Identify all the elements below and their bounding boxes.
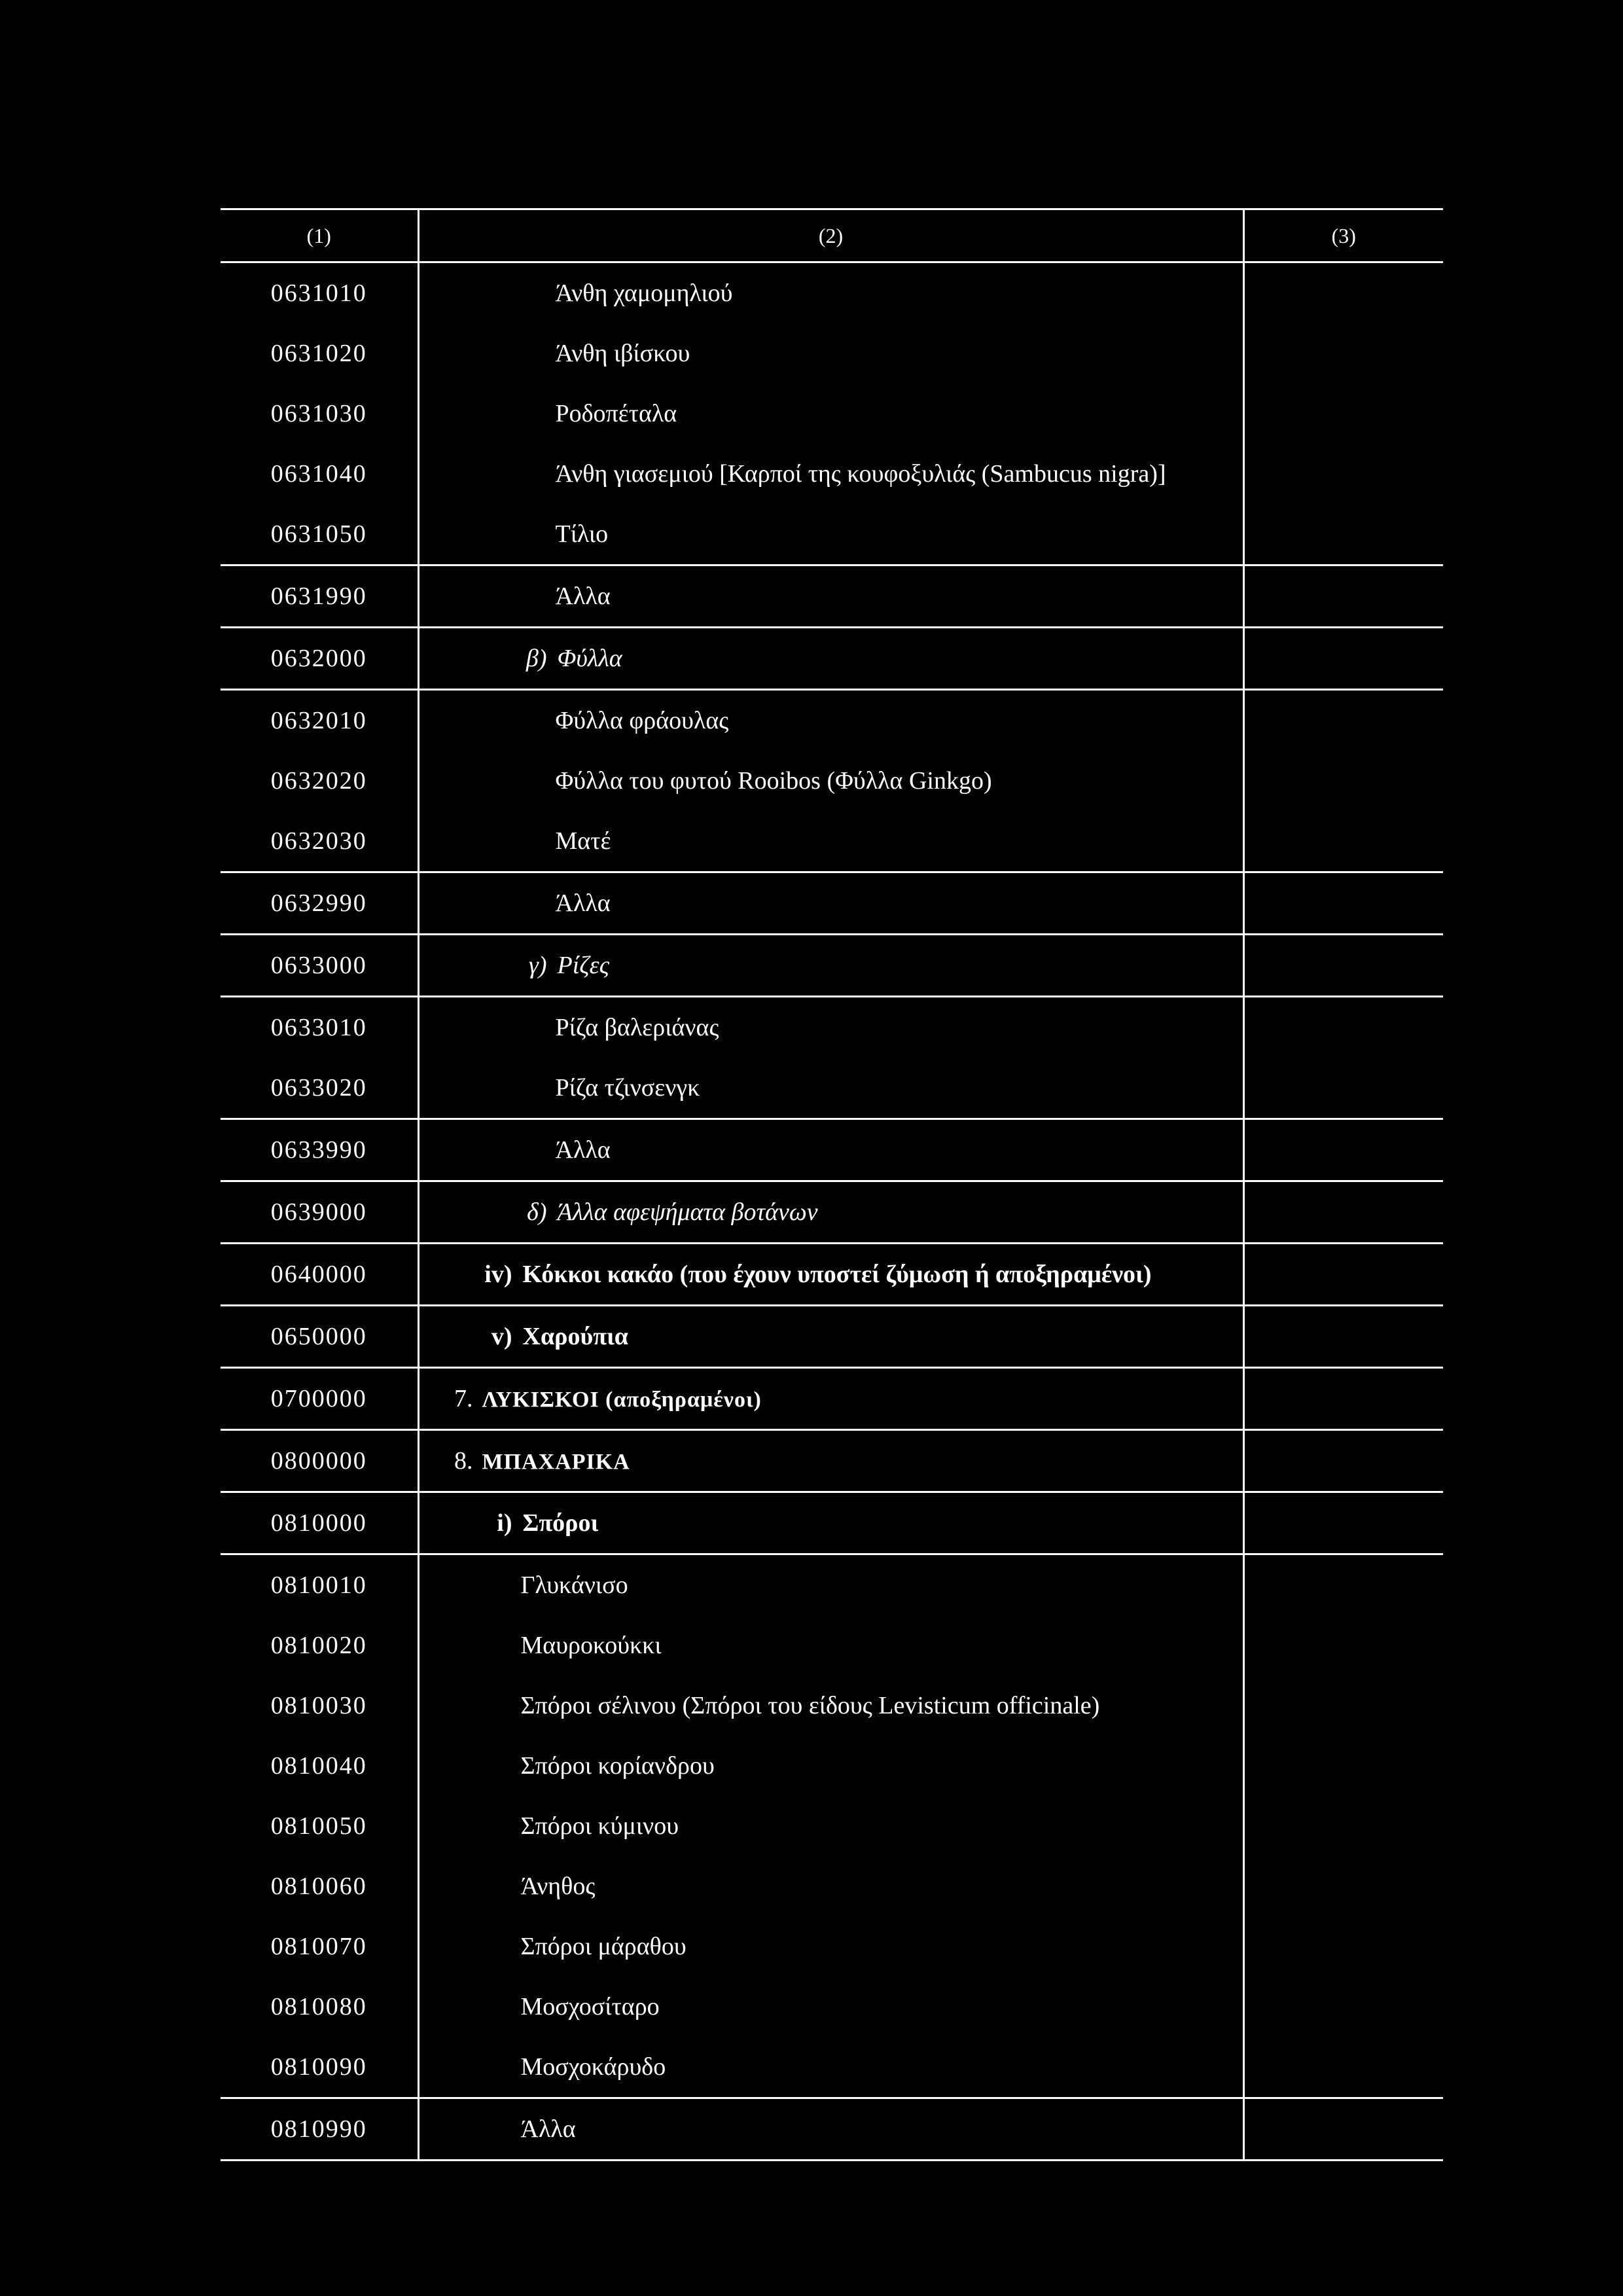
item-description: Σπόροι bbox=[522, 1509, 599, 1537]
code-cell: 0810090 bbox=[270, 2053, 367, 2081]
item-description: Κόκκοι κακάο (που έχουν υποστεί ζύμωση ή αποξηραμένοι) bbox=[522, 1261, 1152, 1288]
remarks-cell bbox=[1243, 751, 1443, 811]
description-cell bbox=[418, 1306, 1243, 1368]
item-marker: δ) bbox=[527, 1198, 547, 1226]
code-cell: 0631010 bbox=[270, 279, 367, 307]
description-cell bbox=[418, 751, 1243, 811]
description-cell bbox=[418, 935, 1243, 997]
table-row bbox=[221, 1244, 1443, 1306]
item-description: Ρίζες bbox=[557, 952, 610, 979]
item-description: Μαυροκούκκι bbox=[520, 1632, 662, 1659]
description-cell bbox=[418, 872, 1243, 935]
code-cell: 0632030 bbox=[270, 827, 367, 855]
item-description: Άλλα bbox=[555, 583, 611, 610]
description-cell bbox=[418, 690, 1243, 751]
table-row bbox=[221, 1856, 1443, 1916]
remarks-cell bbox=[1243, 1306, 1443, 1368]
code-cell: 0810070 bbox=[270, 1933, 367, 1960]
description-wrap bbox=[419, 1073, 1243, 1102]
description-cell bbox=[418, 2098, 1243, 2161]
table-row bbox=[221, 1492, 1443, 1554]
description-wrap bbox=[419, 1013, 1243, 1042]
code-cell: 0810010 bbox=[270, 1571, 367, 1599]
code-cell: 0800000 bbox=[270, 1447, 367, 1475]
remarks-cell bbox=[1243, 1368, 1443, 1430]
description-wrap bbox=[419, 644, 1243, 673]
item-marker: iv) bbox=[484, 1261, 512, 1288]
table-group bbox=[221, 690, 1443, 872]
table-group bbox=[221, 872, 1443, 935]
remarks-cell bbox=[1243, 2098, 1443, 2161]
description-wrap bbox=[419, 279, 1243, 308]
description-cell bbox=[418, 1977, 1243, 2037]
item-description: Τίλιο bbox=[555, 520, 609, 548]
table-header bbox=[221, 209, 1443, 262]
remarks-cell bbox=[1243, 1430, 1443, 1492]
description-wrap bbox=[419, 2053, 1243, 2081]
item-description: Φύλλα φράουλας bbox=[555, 707, 729, 734]
description-wrap bbox=[419, 951, 1243, 980]
table-group bbox=[221, 565, 1443, 628]
table-group bbox=[221, 1119, 1443, 1181]
description-cell bbox=[418, 1119, 1243, 1181]
description-wrap bbox=[419, 1812, 1243, 1840]
table-group bbox=[221, 1306, 1443, 1368]
description-cell bbox=[418, 1916, 1243, 1977]
table-group bbox=[221, 1492, 1443, 1554]
description-wrap bbox=[419, 889, 1243, 918]
item-description: ΜΠΑΧΑΡΙΚΑ bbox=[482, 1450, 630, 1474]
table-group bbox=[221, 935, 1443, 997]
code-cell: 0810040 bbox=[270, 1752, 367, 1780]
description-wrap bbox=[419, 1322, 1243, 1351]
description-cell bbox=[418, 444, 1243, 504]
description-wrap bbox=[419, 766, 1243, 795]
code-cell: 0632020 bbox=[270, 767, 367, 795]
description-wrap bbox=[419, 582, 1243, 611]
remarks-cell bbox=[1243, 1736, 1443, 1796]
item-description: Άνηθος bbox=[520, 1873, 596, 1900]
table-row bbox=[221, 1615, 1443, 1676]
description-wrap bbox=[419, 1992, 1243, 2021]
remarks-cell bbox=[1243, 872, 1443, 935]
code-cell: 0631050 bbox=[270, 520, 367, 548]
description-cell bbox=[418, 384, 1243, 444]
remarks-cell bbox=[1243, 1916, 1443, 1977]
code-cell: 0810080 bbox=[270, 1993, 367, 2020]
item-description: Άλλα bbox=[555, 1136, 611, 1164]
table-row bbox=[221, 935, 1443, 997]
table-row bbox=[221, 751, 1443, 811]
description-cell bbox=[418, 811, 1243, 872]
description-cell bbox=[418, 1615, 1243, 1676]
code-cell: 0810060 bbox=[270, 1873, 367, 1900]
table-row bbox=[221, 2037, 1443, 2098]
code-cell: 0810000 bbox=[270, 1509, 367, 1537]
remarks-cell bbox=[1243, 628, 1443, 690]
item-description: Άλλα bbox=[555, 889, 611, 917]
table-group bbox=[221, 1368, 1443, 1430]
remarks-cell bbox=[1243, 323, 1443, 384]
description-wrap bbox=[419, 1446, 1243, 1475]
code-cell: 0632000 bbox=[270, 645, 367, 672]
description-wrap bbox=[419, 1631, 1243, 1660]
description-wrap bbox=[419, 520, 1243, 548]
item-description: Άλλα αφεψήματα βοτάνων bbox=[557, 1198, 818, 1226]
item-marker: γ) bbox=[528, 952, 547, 979]
table-row bbox=[221, 384, 1443, 444]
description-cell bbox=[418, 1856, 1243, 1916]
table-group bbox=[221, 997, 1443, 1119]
item-description: ΛΥΚΙΣΚΟΙ (αποξηραμένοι) bbox=[482, 1388, 762, 1412]
table-row bbox=[221, 1736, 1443, 1796]
remarks-cell bbox=[1243, 997, 1443, 1058]
remarks-cell bbox=[1243, 1119, 1443, 1181]
description-wrap bbox=[419, 1136, 1243, 1164]
description-cell bbox=[418, 1554, 1243, 1616]
description-cell bbox=[418, 2037, 1243, 2098]
item-description: Φύλλα του φυτού Rooibos (Φύλλα Ginkgo) bbox=[555, 767, 992, 795]
item-description: Ρίζα τζινσενγκ bbox=[555, 1074, 700, 1102]
description-cell bbox=[418, 1368, 1243, 1430]
remarks-cell bbox=[1243, 1492, 1443, 1554]
table-row bbox=[221, 628, 1443, 690]
item-description: Σπόροι κύμινου bbox=[520, 1812, 679, 1840]
description-cell bbox=[418, 1492, 1243, 1554]
table-row bbox=[221, 323, 1443, 384]
table-row bbox=[221, 1058, 1443, 1119]
table-row bbox=[221, 444, 1443, 504]
remarks-cell bbox=[1243, 935, 1443, 997]
description-cell bbox=[418, 565, 1243, 628]
code-cell: 0631020 bbox=[270, 340, 367, 367]
description-wrap bbox=[419, 459, 1243, 488]
description-cell bbox=[418, 323, 1243, 384]
description-wrap bbox=[419, 1509, 1243, 1537]
remarks-cell bbox=[1243, 565, 1443, 628]
description-cell bbox=[418, 1430, 1243, 1492]
code-cell: 0632010 bbox=[270, 707, 367, 734]
remarks-cell bbox=[1243, 2037, 1443, 2098]
item-description: Ματέ bbox=[555, 827, 611, 855]
remarks-cell bbox=[1243, 384, 1443, 444]
item-description: Μοσχοσίταρο bbox=[520, 1993, 660, 2020]
table-row bbox=[221, 1916, 1443, 1977]
code-cell: 0631030 bbox=[270, 400, 367, 427]
table-row bbox=[221, 1977, 1443, 2037]
remarks-cell bbox=[1243, 811, 1443, 872]
item-marker: i) bbox=[497, 1509, 512, 1537]
code-cell: 0632990 bbox=[270, 889, 367, 917]
description-cell bbox=[418, 1058, 1243, 1119]
table-group bbox=[221, 1554, 1443, 2098]
description-wrap bbox=[419, 1932, 1243, 1961]
table-row bbox=[221, 1368, 1443, 1430]
code-cell: 0700000 bbox=[270, 1385, 367, 1412]
item-marker: 7. bbox=[454, 1385, 473, 1412]
table-row bbox=[221, 1676, 1443, 1736]
table-row bbox=[221, 1119, 1443, 1181]
table-row bbox=[221, 504, 1443, 565]
description-wrap bbox=[419, 1571, 1243, 1600]
table-group bbox=[221, 1244, 1443, 1306]
header-col-3: (3) bbox=[1243, 209, 1443, 262]
item-marker: 8. bbox=[454, 1447, 473, 1475]
table-group bbox=[221, 1430, 1443, 1492]
remarks-cell bbox=[1243, 1796, 1443, 1856]
remarks-cell bbox=[1243, 1058, 1443, 1119]
code-cell: 0640000 bbox=[270, 1261, 367, 1288]
code-cell: 0633990 bbox=[270, 1136, 367, 1164]
description-wrap bbox=[419, 339, 1243, 368]
code-cell: 0650000 bbox=[270, 1323, 367, 1350]
code-cell: 0631040 bbox=[270, 460, 367, 488]
remarks-cell bbox=[1243, 1181, 1443, 1244]
description-cell bbox=[418, 1181, 1243, 1244]
table-row bbox=[221, 1554, 1443, 1616]
description-wrap bbox=[419, 1872, 1243, 1901]
code-cell: 0810990 bbox=[270, 2115, 367, 2143]
table-row bbox=[221, 1181, 1443, 1244]
item-description: Χαρούπια bbox=[522, 1323, 629, 1350]
code-cell: 0810020 bbox=[270, 1632, 367, 1659]
item-description: Άλλα bbox=[520, 2115, 576, 2143]
item-description: Φύλλα bbox=[557, 645, 622, 672]
table-row bbox=[221, 1430, 1443, 1492]
item-description: Σπόροι κορίανδρου bbox=[520, 1752, 715, 1780]
remarks-cell bbox=[1243, 504, 1443, 565]
item-description: Γλυκάνισο bbox=[520, 1571, 628, 1599]
description-cell bbox=[418, 1676, 1243, 1736]
remarks-cell bbox=[1243, 1615, 1443, 1676]
remarks-cell bbox=[1243, 1676, 1443, 1736]
description-cell bbox=[418, 504, 1243, 565]
description-cell bbox=[418, 1244, 1243, 1306]
description-wrap bbox=[419, 399, 1243, 428]
code-cell: 0639000 bbox=[270, 1198, 367, 1226]
table-row bbox=[221, 872, 1443, 935]
code-cell: 0810050 bbox=[270, 1812, 367, 1840]
table-row bbox=[221, 997, 1443, 1058]
table-row bbox=[221, 1306, 1443, 1368]
item-description: Μοσχοκάρυδο bbox=[520, 2053, 666, 2081]
description-wrap bbox=[419, 2115, 1243, 2144]
description-wrap bbox=[419, 1691, 1243, 1720]
description-wrap bbox=[419, 706, 1243, 735]
code-cell: 0633010 bbox=[270, 1014, 367, 1041]
table-row bbox=[221, 2098, 1443, 2161]
item-marker: v) bbox=[491, 1323, 512, 1350]
description-wrap bbox=[419, 1260, 1243, 1289]
table-group bbox=[221, 1181, 1443, 1244]
table-row bbox=[221, 565, 1443, 628]
remarks-cell bbox=[1243, 1977, 1443, 2037]
item-description: Άνθη γιασεμιού [Καρποί της κουφοξυλιάς (Sambucus nigra)] bbox=[555, 460, 1166, 488]
code-cell: 0633000 bbox=[270, 952, 367, 979]
description-wrap bbox=[419, 1384, 1243, 1413]
item-description: Ροδοπέταλα bbox=[555, 400, 677, 427]
description-cell bbox=[418, 262, 1243, 324]
remarks-cell bbox=[1243, 1554, 1443, 1616]
table-group bbox=[221, 262, 1443, 565]
item-description: Σπόροι σέλινου (Σπόροι του είδους Levisticum officinale) bbox=[520, 1692, 1100, 1719]
code-cell: 0633020 bbox=[270, 1074, 367, 1102]
header-col-2: (2) bbox=[418, 209, 1243, 262]
item-marker: β) bbox=[526, 645, 547, 672]
code-cell: 0631990 bbox=[270, 583, 367, 610]
header-col-1: (1) bbox=[221, 209, 418, 262]
table-row bbox=[221, 262, 1443, 324]
description-cell bbox=[418, 997, 1243, 1058]
description-wrap bbox=[419, 1198, 1243, 1227]
item-description: Ρίζα βαλεριάνας bbox=[555, 1014, 719, 1041]
remarks-cell bbox=[1243, 690, 1443, 751]
remarks-cell bbox=[1243, 262, 1443, 324]
description-cell bbox=[418, 1736, 1243, 1796]
description-wrap bbox=[419, 1751, 1243, 1780]
classification-table bbox=[221, 208, 1443, 2161]
code-cell: 0810030 bbox=[270, 1692, 367, 1719]
item-description: Άνθη ιβίσκου bbox=[555, 340, 690, 367]
table-group bbox=[221, 2098, 1443, 2161]
description-wrap bbox=[419, 827, 1243, 855]
table-group bbox=[221, 628, 1443, 690]
remarks-cell bbox=[1243, 1856, 1443, 1916]
remarks-cell bbox=[1243, 1244, 1443, 1306]
remarks-cell bbox=[1243, 444, 1443, 504]
description-cell bbox=[418, 1796, 1243, 1856]
description-cell bbox=[418, 628, 1243, 690]
table-row bbox=[221, 690, 1443, 751]
table-row bbox=[221, 1796, 1443, 1856]
item-description: Άνθη χαμομηλιού bbox=[555, 279, 733, 307]
header-row bbox=[221, 209, 1443, 262]
item-description: Σπόροι μάραθου bbox=[520, 1933, 687, 1960]
table-row bbox=[221, 811, 1443, 872]
